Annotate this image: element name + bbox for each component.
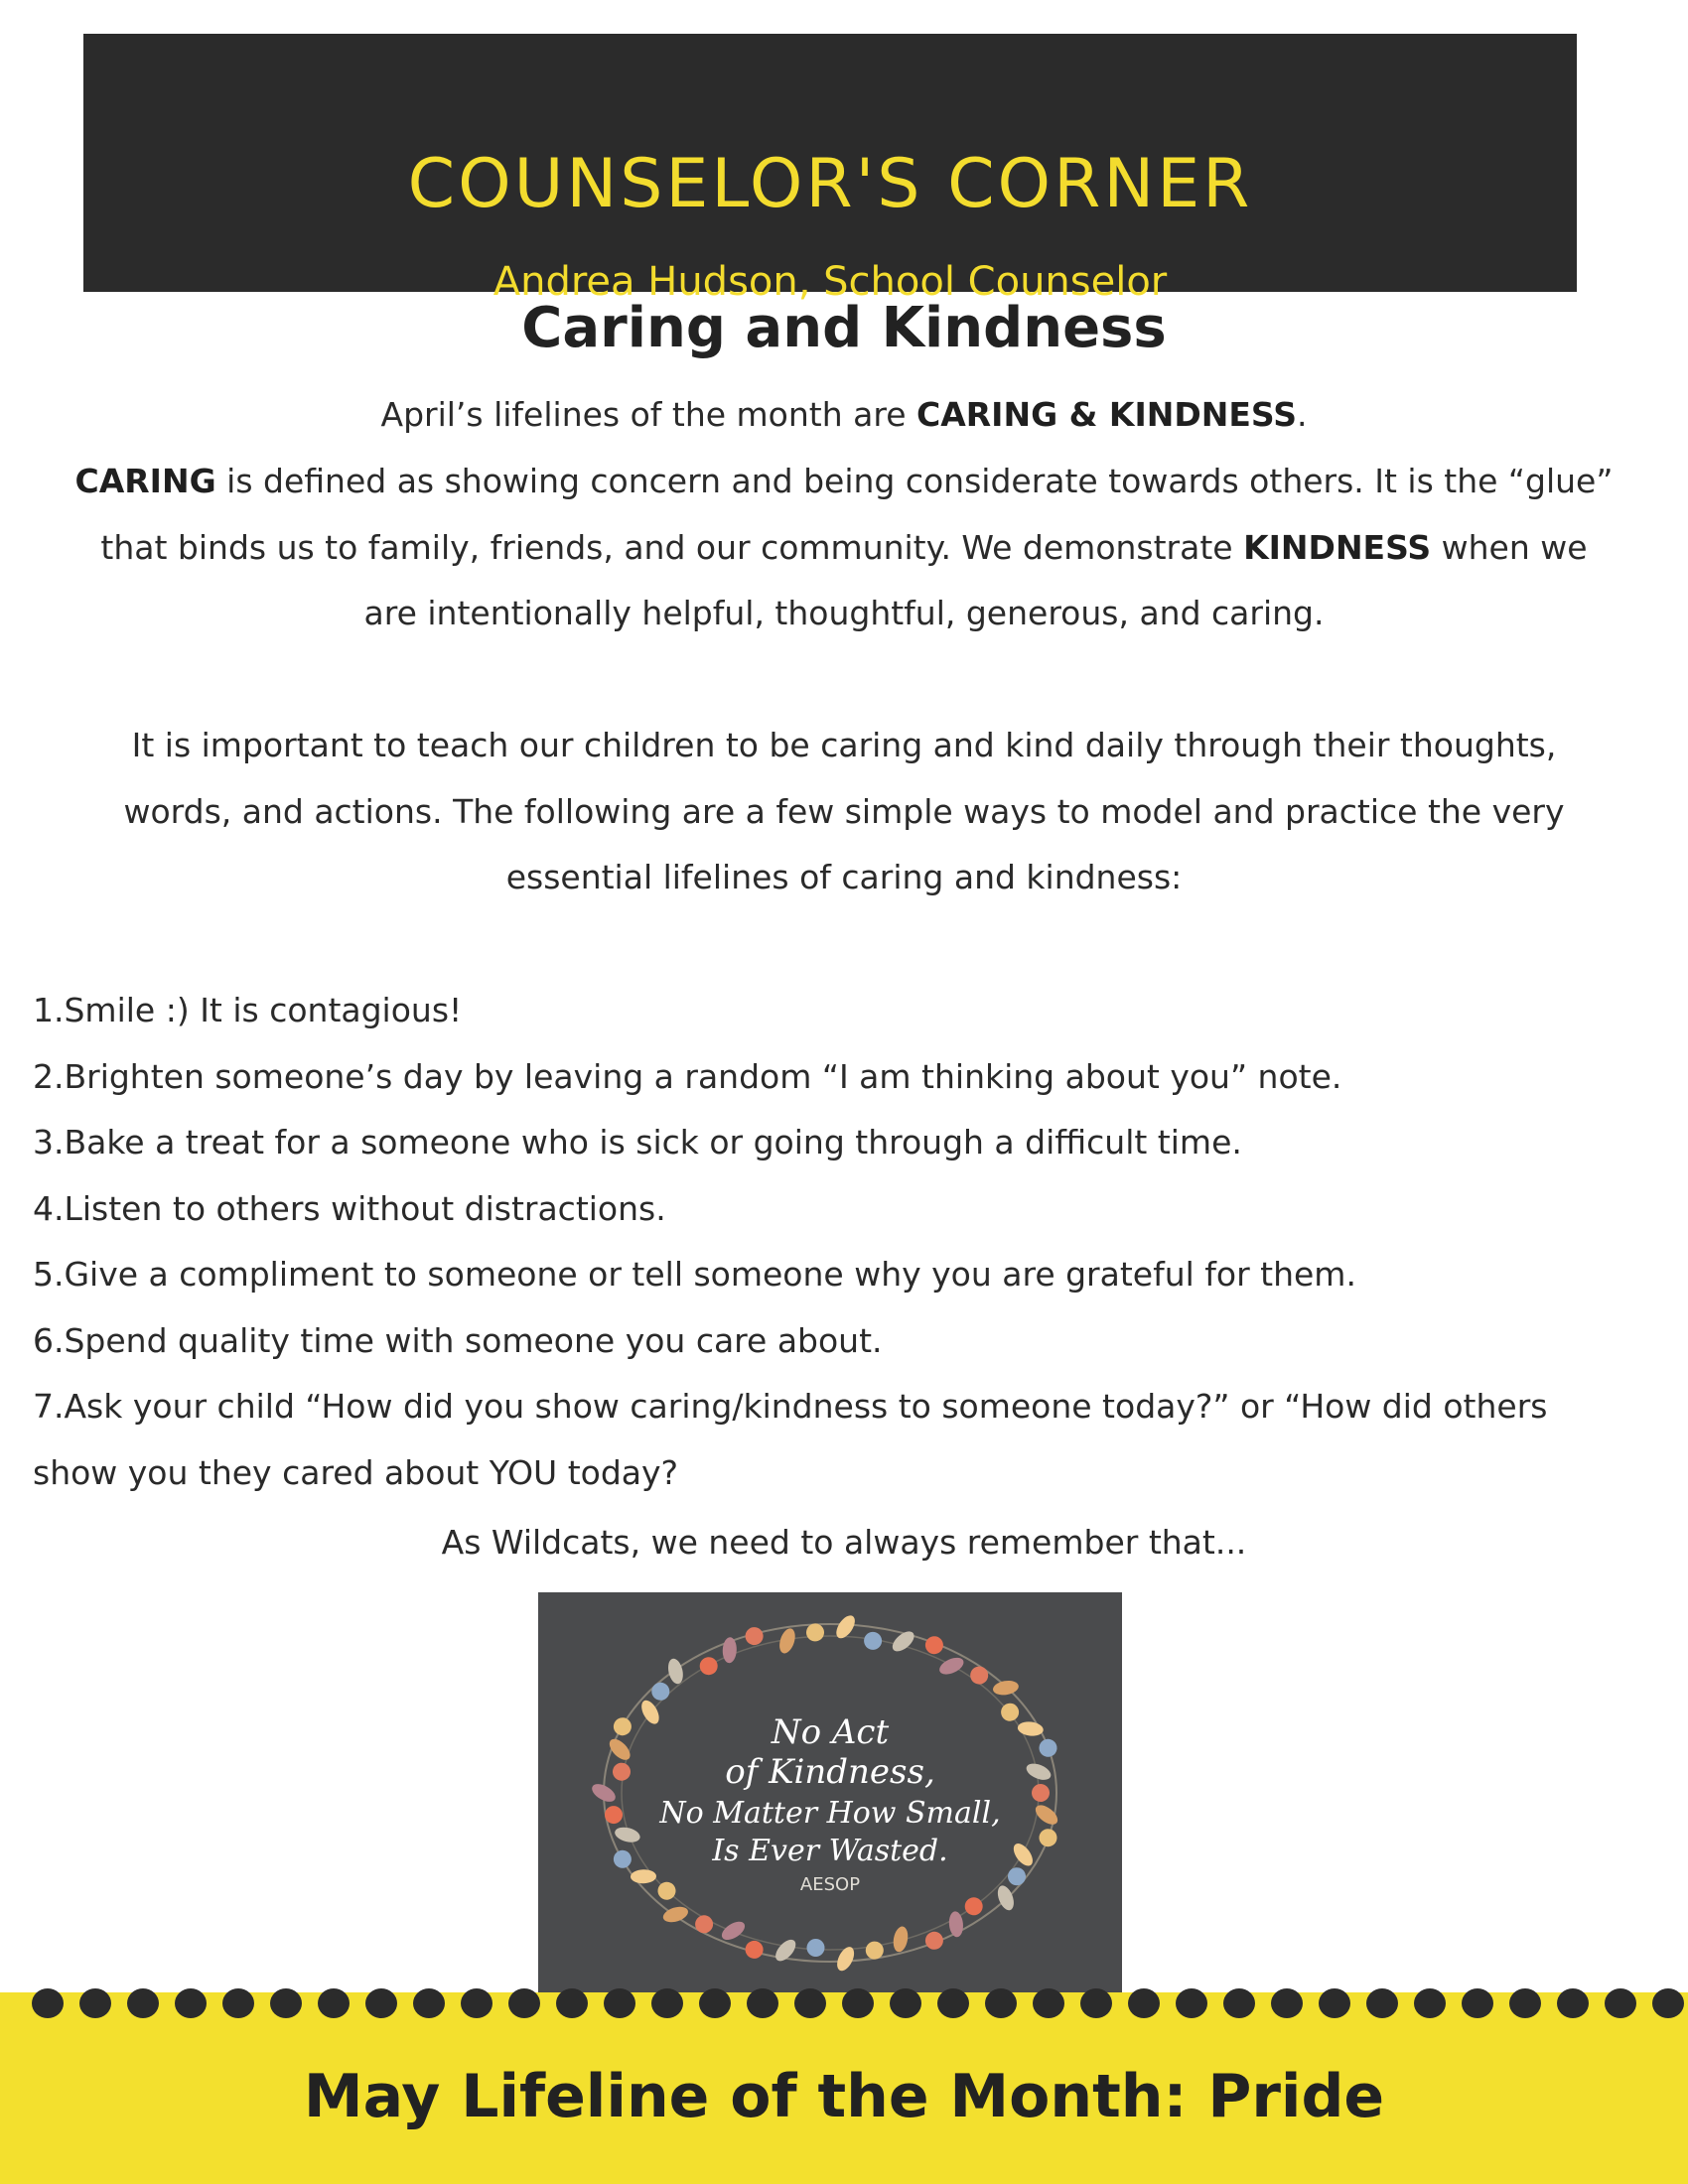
quote-line-1: No Act: [771, 1712, 890, 1752]
quote-line-2: of Kindness,: [725, 1752, 935, 1792]
border-dot: [747, 1988, 778, 2018]
border-dot: [604, 1988, 635, 2018]
border-dot: [1462, 1988, 1493, 2018]
importance-paragraph: [30, 713, 1658, 911]
intro-text: April’s lifelines of the month are: [380, 395, 916, 434]
border-dot: [318, 1988, 350, 2018]
definition-paragraph: [30, 449, 1658, 647]
intro-bold: CARING & KINDNESS: [916, 395, 1297, 434]
page-title: Caring and Kindness: [521, 296, 1167, 360]
definition-text-4: are intentionally helpful, thoughtful, generous, and caring.: [363, 594, 1325, 632]
border-dot: [79, 1988, 111, 2018]
border-dot: [556, 1988, 588, 2018]
list-item: 7.Ask your child “How did you show caring/kindness to someone today?” or “How did others: [33, 1387, 1548, 1426]
border-dot: [1033, 1988, 1064, 2018]
border-dot: [890, 1988, 921, 2018]
dot-border: [0, 1983, 1688, 2023]
importance-line-1: It is important to teach our children to be caring and kind daily through their thoughts,: [131, 726, 1557, 764]
border-dot: [222, 1988, 254, 2018]
definition-text-3: when we: [1431, 527, 1588, 567]
border-dot: [1319, 1988, 1350, 2018]
border-dot: [1271, 1988, 1303, 2018]
wreath-illustration: [538, 1592, 1122, 1994]
border-dot: [461, 1988, 492, 2018]
list-item: 3.Bake a treat for a someone who is sick or going through a difficult time.: [33, 1123, 1242, 1161]
border-dot: [1414, 1988, 1446, 2018]
border-dot: [127, 1988, 159, 2018]
header-subtitle: Andrea Hudson, School Counselor: [492, 259, 1168, 305]
kindness-list: [33, 978, 1661, 1506]
quote-line-4: Is Ever Wasted.: [712, 1834, 948, 1868]
border-dot: [32, 1988, 64, 2018]
quote-line-3: No Matter How Small,: [659, 1796, 1001, 1831]
border-dot: [699, 1988, 731, 2018]
border-dot: [1652, 1988, 1684, 2018]
border-dot: [937, 1988, 969, 2018]
border-dot: [1366, 1988, 1398, 2018]
importance-line-2: words, and actions. The following are a few simple ways to model and practice the very: [123, 791, 1565, 831]
border-dot: [1557, 1988, 1589, 2018]
intro-end: .: [1296, 395, 1308, 434]
footer-title: May Lifeline of the Month: Pride: [303, 2062, 1385, 2131]
border-dot: [365, 1988, 397, 2018]
importance-line-3: essential lifelines of caring and kindness:: [505, 858, 1183, 896]
header-banner: [83, 34, 1577, 305]
border-dot: [1176, 1988, 1207, 2018]
list-item: 5.Give a compliment to someone or tell someone why you are grateful for them.: [33, 1255, 1356, 1294]
border-dot: [1509, 1988, 1541, 2018]
border-dot: [985, 1988, 1017, 2018]
header-title: COUNSELOR'S CORNER: [407, 145, 1253, 223]
border-dot: [1128, 1988, 1160, 2018]
border-dot: [794, 1988, 826, 2018]
border-dot: [842, 1988, 874, 2018]
definition-text-2: that binds us to family, friends, and our community. We demonstrate: [100, 527, 1244, 567]
list-item: 4.Listen to others without distractions.: [33, 1188, 666, 1228]
closing-text: As Wildcats, we need to always remember that...: [441, 1523, 1247, 1562]
border-dot: [413, 1988, 445, 2018]
intro-paragraph: [30, 382, 1658, 449]
border-dot: [651, 1988, 683, 2018]
list-item: 2.Brighten someone’s day by leaving a random “I am thinking about you” note.: [33, 1056, 1342, 1096]
list-item: 1.Smile :) It is contagious!: [33, 991, 463, 1029]
border-dot: [270, 1988, 302, 2018]
definition-text-1: is defined as showing concern and being considerate towards others. It is the “glue”: [215, 462, 1614, 500]
list-item: show you they cared about YOU today?: [33, 1452, 679, 1492]
list-item: 6.Spend quality time with someone you care about.: [33, 1320, 883, 1360]
border-dot: [1223, 1988, 1255, 2018]
quote-author: AESOP: [799, 1874, 861, 1895]
kindness-bold: KINDNESS: [1243, 527, 1432, 567]
border-dot: [508, 1988, 540, 2018]
border-dot: [1605, 1988, 1636, 2018]
caring-bold: CARING: [74, 462, 216, 500]
border-dot: [1080, 1988, 1112, 2018]
border-dot: [175, 1988, 207, 2018]
kindness-quote-image: [538, 1592, 1122, 1994]
